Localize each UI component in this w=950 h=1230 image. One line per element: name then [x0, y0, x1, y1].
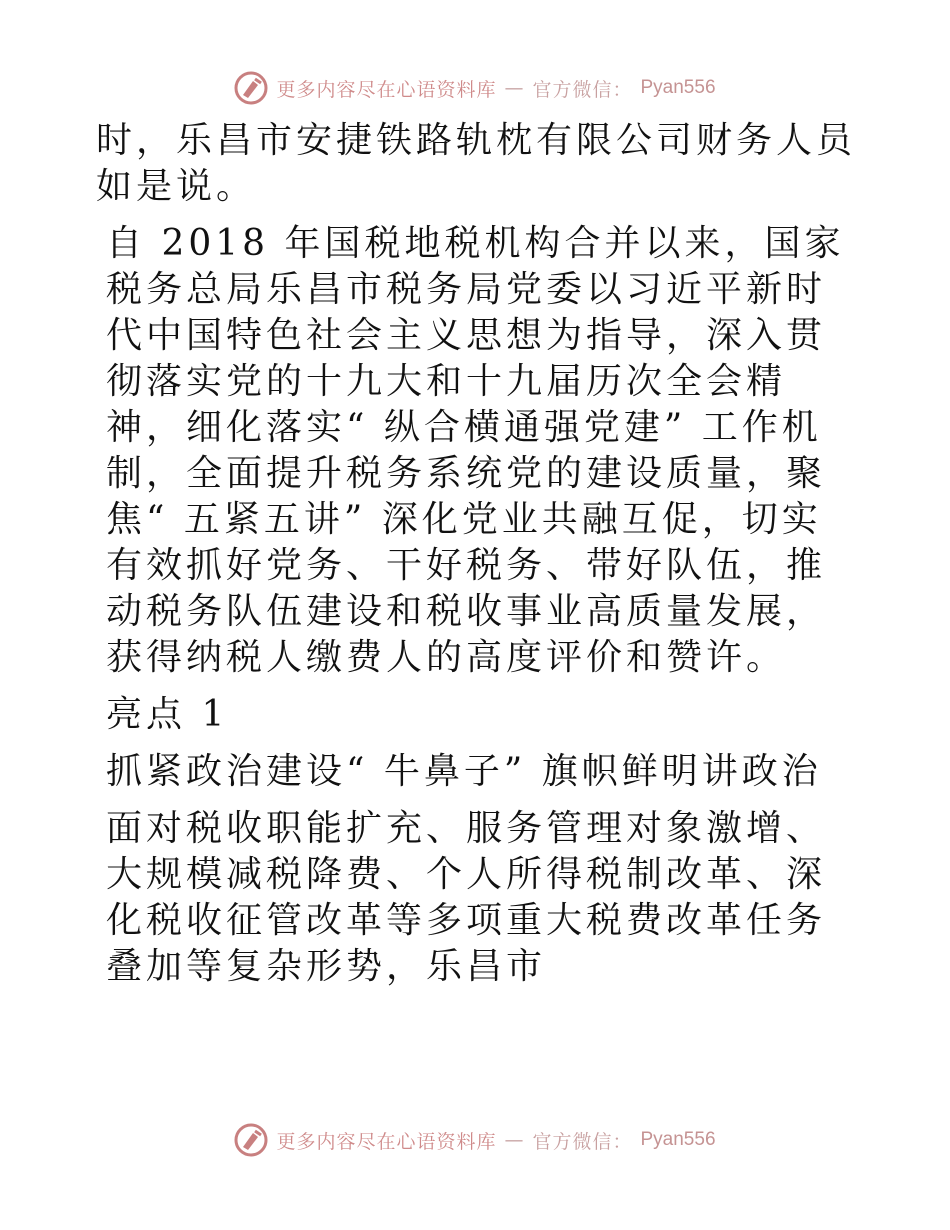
watermark-brand: 更多内容尽在心语资料库	[276, 78, 497, 101]
logo-icon	[234, 71, 268, 105]
logo-icon	[234, 1123, 268, 1157]
watermark-wechat-label: 官方微信：	[532, 1130, 633, 1153]
footer-watermark	[0, 1120, 950, 1160]
watermark-wechat-label: 官方微信：	[532, 78, 633, 101]
watermark-dash: —	[504, 77, 525, 99]
section-subtitle: 抓紧政治建设“ 牛鼻子” 旗帜鲜明讲政治	[106, 751, 822, 792]
watermark-wechat-id: Pyan556	[640, 1129, 716, 1150]
watermark-wechat-id: Pyan556	[640, 77, 716, 98]
paragraph-3: 面对税收职能扩充、服务管理对象激增、大规模减税降费、个人所得税制改革、深化税收征管改革等多项重大税费改革任务叠加等复杂形势，乐昌市	[106, 808, 827, 987]
watermark-brand: 更多内容尽在心语资料库	[276, 1130, 497, 1153]
document-body	[96, 118, 856, 990]
paragraph-2: 自 2018 年国税地税机构合并以来，国家税务总局乐昌市税务局党委以习近平新时代中国特色社会主义思想为指导，深入贯彻落实党的十九大和十九届历次全会精神，细化落实“ 纵合横通强党建” 工作机制，全面提升税务系统党的建设质量，聚焦“ 五紧五讲” 深化党业共融互促，切实有效抓好党务、干好税务、带好队伍，推动税务队伍建设和税收事业高质量发展，获得纳税人缴费人的高度评价和赞许。	[106, 223, 845, 678]
paragraph-1: 时，乐昌市安捷铁路轨枕有限公司财务人员如是说。	[96, 120, 857, 207]
section-heading: 亮点 1	[106, 694, 229, 735]
watermark-dash: —	[504, 1129, 525, 1151]
header-watermark	[0, 68, 950, 108]
